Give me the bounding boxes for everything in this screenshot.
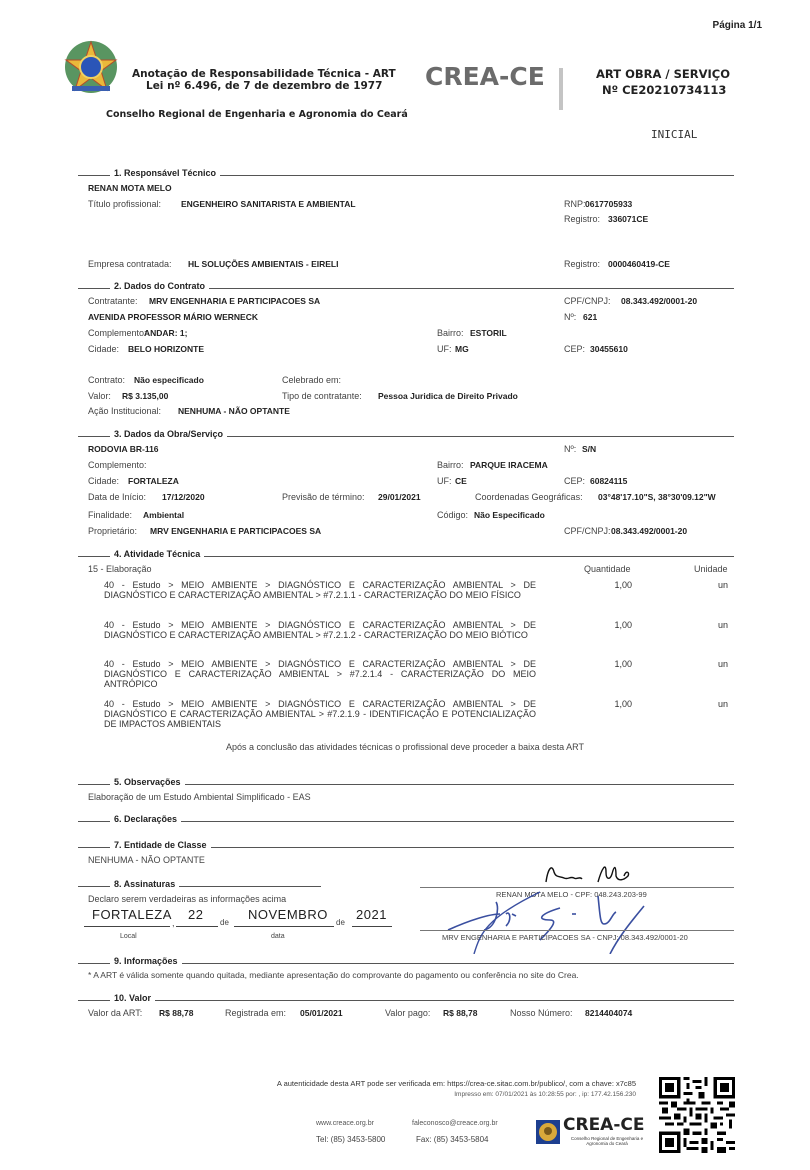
section-4-header — [78, 547, 734, 559]
signature-mrv — [440, 884, 670, 954]
footer-tel: Tel: (85) 3453-5800 — [316, 1135, 386, 1144]
section-1-title: 1. Responsável Técnico — [114, 168, 220, 178]
header-divider — [559, 68, 563, 110]
activity-group: 15 - Elaboração — [88, 564, 152, 574]
obra-complemento-label: Complemento: — [88, 460, 147, 470]
de-1: de — [220, 918, 229, 927]
section-1-header — [78, 166, 734, 178]
proprietario-cpf-value: 08.343.492/0001-20 — [611, 526, 688, 536]
tipo-contratante-value: Pessoa Juridica de Direito Privado — [378, 391, 518, 401]
header-title-line2: Lei nº 6.496, de 7 de dezembro de 1977 — [146, 80, 383, 92]
page-indicator: Página 1/1 — [712, 20, 762, 31]
section-8-header — [78, 877, 321, 889]
comma: , — [172, 918, 175, 928]
observacoes-text: Elaboração de um Estudo Ambiental Simplificado - EAS — [88, 792, 311, 802]
signature-line-2 — [420, 930, 734, 931]
council-name: Conselho Regional de Engenharia e Agronomia do Ceará — [106, 109, 408, 120]
footer-website: www.creace.org.br — [316, 1120, 374, 1127]
local-value: FORTALEZA — [92, 907, 172, 922]
valor-value: R$ 3.135,00 — [122, 391, 169, 401]
data-caption: data — [271, 933, 285, 940]
entidade-text: NENHUMA - NÃO OPTANTE — [88, 855, 205, 865]
contratante-uf-value: MG — [455, 344, 469, 354]
footer-fax: Fax: (85) 3453-5804 — [416, 1135, 489, 1144]
inicio-value: 17/12/2020 — [162, 492, 205, 502]
section-2-title: 2. Dados do Contrato — [114, 281, 209, 291]
activity-note: Após a conclusão das atividades técnicas o profissional deve proceder a baixa desta ART — [225, 742, 585, 752]
local-caption: Local — [120, 933, 137, 940]
day-line — [176, 926, 218, 927]
termino-value: 29/01/2021 — [378, 492, 421, 502]
day-value: 22 — [188, 907, 204, 922]
valor-pago-value: R$ 88,78 — [443, 1008, 478, 1018]
footer-logo-text: CREA-CE — [563, 1115, 645, 1135]
coordenadas-value: 03°48'17.10"S, 38°30'09.12"W — [598, 492, 716, 502]
proprietario-value: MRV ENGENHARIA E PARTICIPACOES SA — [150, 526, 322, 536]
professional-name: RENAN MOTA MELO — [88, 183, 172, 193]
section-7-header — [78, 838, 734, 850]
obra-bairro-value: PARQUE IRACEMA — [470, 460, 548, 470]
finalidade-label: Finalidade: — [88, 510, 133, 520]
obra-numero-label: Nº: — [564, 444, 577, 454]
activity-quantidade: 1,00 — [614, 659, 632, 669]
col-unidade: Unidade — [694, 564, 728, 574]
section-10-title: 10. Valor — [114, 993, 155, 1003]
contratante-cidade-value: BELO HORIZONTE — [128, 344, 205, 354]
valor-art-label: Valor da ART: — [88, 1008, 143, 1018]
art-type: ART OBRA / SERVIÇO — [596, 67, 730, 81]
activity-quantidade: 1,00 — [614, 699, 632, 709]
contratante-uf-label: UF: — [437, 344, 452, 354]
section-6-header — [78, 812, 734, 824]
contratante-complemento-label: Complemento: — [88, 328, 147, 338]
section-4-title: 4. Atividade Técnica — [114, 549, 204, 559]
contratante-complemento-value: ANDAR: 1; — [144, 328, 188, 338]
header-title-line1: Anotação de Responsabilidade Técnica - ART — [132, 68, 396, 80]
acao-label: Ação Institucional: — [88, 406, 162, 416]
printed-info: Impresso em: 07/01/2021 às 10:28:55 por: , ip: 177.42.156.230 — [454, 1091, 636, 1098]
empresa-label: Empresa contratada: — [88, 259, 172, 269]
activity-unidade: un — [717, 620, 728, 630]
finalidade-value: Ambiental — [143, 510, 185, 520]
contratante-endereco: AVENIDA PROFESSOR MÁRIO WERNECK — [88, 312, 259, 322]
obra-cep-label: CEP: — [564, 476, 586, 486]
section-8-title: 8. Assinaturas — [114, 879, 179, 889]
obra-cidade-label: Cidade: — [88, 476, 120, 486]
footer-logo-subtitle: Conselho Regional de Engenharia e Agronomia do Ceará — [570, 1136, 644, 1146]
crea-ce-brand: CREA-CE — [425, 62, 545, 91]
section-7-title: 7. Entidade de Classe — [114, 840, 211, 850]
nosso-numero-label: Nosso Número: — [510, 1008, 573, 1018]
crea-ce-seal-icon — [536, 1120, 560, 1144]
valor-art-value: R$ 88,78 — [159, 1008, 194, 1018]
obra-uf-value: CE — [455, 476, 467, 486]
footer-email: faleconosco@creace.org.br — [412, 1120, 498, 1127]
signer-2: MRV ENGENHARIA E PARTICIPACOES SA - CNPJ: 08.343.492/0001-20 — [442, 933, 688, 942]
empresa-registro-value: 0000460419-CE — [608, 259, 670, 269]
section-3-title: 3. Dados da Obra/Serviço — [114, 429, 227, 439]
qr-code[interactable] — [659, 1077, 735, 1153]
contratante-cidade-label: Cidade: — [88, 344, 120, 354]
codigo-label: Código: — [437, 510, 469, 520]
proprietario-cpf-label: CPF/CNPJ: — [564, 526, 611, 536]
year-line — [352, 926, 392, 927]
nosso-numero-value: 8214404074 — [585, 1008, 633, 1018]
month-value: NOVEMBRO — [248, 907, 328, 922]
activity-text: 40 - Estudo > MEIO AMBIENTE > DIAGNÓSTICO E CARACTERIZAÇÃO AMBIENTAL > DE DIAGNÓSTICO E CARACTERIZAÇÃO AMBIENTAL > #7.2.1.2 - CARACTERIZAÇÃO DO MEIO BIÓTICO — [104, 620, 536, 640]
authenticity-text: A autenticidade desta ART pode ser verificada em: https://crea-ce.sitac.com.br/publico/, com a chave: x7c85 — [276, 1079, 636, 1088]
rnp-label: RNP: — [564, 199, 586, 209]
contrato-label: Contrato: — [88, 375, 126, 385]
coordenadas-label: Coordenadas Geográficas: — [475, 492, 583, 502]
registro-value: 336071CE — [608, 214, 649, 224]
celebrado-label: Celebrado em: — [282, 375, 342, 385]
contratante-cpf-value: 08.343.492/0001-20 — [621, 296, 698, 306]
titulo-value: ENGENHEIRO SANITARISTA E AMBIENTAL — [181, 199, 356, 209]
activity-unidade: un — [717, 580, 728, 590]
acao-value: NENHUMA - NÃO OPTANTE — [178, 406, 290, 416]
obra-cidade-value: FORTALEZA — [128, 476, 179, 486]
registrada-value: 05/01/2021 — [300, 1008, 343, 1018]
obra-numero-value: S/N — [582, 444, 597, 454]
obra-endereco: RODOVIA BR-116 — [88, 444, 159, 454]
section-5-header — [78, 775, 734, 787]
registrada-label: Registrada em: — [225, 1008, 287, 1018]
empresa-value: HL SOLUÇÕES AMBIENTAIS - EIRELI — [188, 259, 339, 269]
obra-cep-value: 60824115 — [590, 476, 628, 486]
declaration-text: Declaro serem verdadeiras as informações acima — [88, 894, 287, 904]
section-9-title: 9. Informações — [114, 956, 182, 966]
section-5-title: 5. Observações — [114, 777, 185, 787]
contratante-numero-label: Nº: — [564, 312, 577, 322]
activity-text: 40 - Estudo > MEIO AMBIENTE > DIAGNÓSTICO E CARACTERIZAÇÃO AMBIENTAL > DE DIAGNÓSTICO E CARACTERIZAÇÃO AMBIENTAL > #7.2.1.9 - IDENTIFICAÇÃO E POTENCIALIZAÇÃO DE IMPACTOS AMBIENTAIS — [104, 699, 536, 729]
contratante-label: Contratante: — [88, 296, 138, 306]
de-2: de — [336, 918, 345, 927]
month-line — [234, 926, 334, 927]
brazil-coat-of-arms-icon — [62, 38, 120, 96]
activity-unidade: un — [717, 659, 728, 669]
activity-text: 40 - Estudo > MEIO AMBIENTE > DIAGNÓSTICO E CARACTERIZAÇÃO AMBIENTAL > DE DIAGNÓSTICO E CARACTERIZAÇÃO AMBIENTAL > #7.2.1.4 - CARACTERIZAÇÃO DO MEIO ANTRÓPICO — [104, 659, 536, 689]
section-2-header — [78, 279, 734, 291]
contratante-cpf-label: CPF/CNPJ: — [564, 296, 611, 306]
art-status: INICIAL — [651, 128, 698, 141]
contratante-value: MRV ENGENHARIA E PARTICIPACOES SA — [149, 296, 321, 306]
section-6-title: 6. Declarações — [114, 814, 181, 824]
termino-label: Previsão de término: — [282, 492, 365, 502]
art-number: Nº CE20210734113 — [602, 83, 727, 97]
activity-quantidade: 1,00 — [614, 580, 632, 590]
codigo-value: Não Especificado — [474, 510, 545, 520]
rnp-value: 0617705933 — [585, 199, 633, 209]
contrato-value: Não especificado — [134, 375, 204, 385]
section-3-header — [78, 427, 734, 439]
contratante-cep-value: 30455610 — [590, 344, 628, 354]
obra-bairro-label: Bairro: — [437, 460, 464, 470]
valor-label: Valor: — [88, 391, 111, 401]
informacoes-text: * A ART é válida somente quando quitada, mediante apresentação do comprovante do pagamento ou conferência no site do Crea. — [88, 970, 579, 980]
section-9-header — [78, 954, 734, 966]
empresa-registro-label: Registro: — [564, 259, 601, 269]
activity-quantidade: 1,00 — [614, 620, 632, 630]
registro-label: Registro: — [564, 214, 601, 224]
contratante-cep-label: CEP: — [564, 344, 586, 354]
tipo-contratante-label: Tipo de contratante: — [282, 391, 362, 401]
col-quantidade: Quantidade — [584, 564, 631, 574]
signer-1: RENAN MOTA MELO - CPF: 048.243.203-99 — [496, 890, 647, 899]
valor-pago-label: Valor pago: — [385, 1008, 431, 1018]
proprietario-label: Proprietário: — [88, 526, 138, 536]
contratante-numero-value: 621 — [583, 312, 598, 322]
local-line — [84, 926, 170, 927]
activity-unidade: un — [717, 699, 728, 709]
contratante-bairro-label: Bairro: — [437, 328, 464, 338]
year-value: 2021 — [356, 907, 387, 922]
contratante-bairro-value: ESTORIL — [470, 328, 507, 338]
titulo-label: Título profissional: — [88, 199, 162, 209]
activity-text: 40 - Estudo > MEIO AMBIENTE > DIAGNÓSTICO E CARACTERIZAÇÃO AMBIENTAL > DE DIAGNÓSTICO E CARACTERIZAÇÃO AMBIENTAL > #7.2.1.1 - CARACTERIZAÇÃO DO MEIO FÍSICO — [104, 580, 536, 600]
inicio-label: Data de Início: — [88, 492, 147, 502]
section-10-header — [78, 991, 734, 1003]
obra-uf-label: UF: — [437, 476, 452, 486]
